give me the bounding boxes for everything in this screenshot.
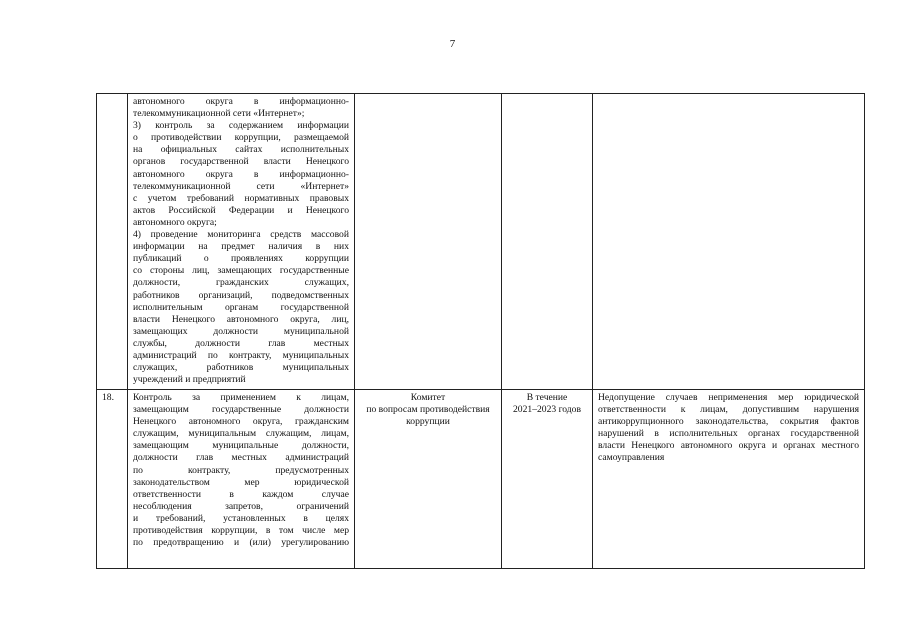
- text-line: на официальных сайтах исполнительных: [133, 144, 349, 156]
- table-row: [97, 390, 865, 569]
- result-line: Недопущение случаев неприменения мер юридической: [598, 392, 859, 403]
- text-line: 3) контроль за содержанием информации: [133, 120, 349, 132]
- text-line: учреждений и предприятий: [133, 374, 246, 386]
- term-line: 2021–2023 годов: [513, 404, 581, 416]
- term-cell: [502, 94, 593, 390]
- text-line: автономного округа в информационно-: [133, 96, 349, 107]
- text-line: должности глав местных администраций: [133, 452, 349, 464]
- text-line: законодательством мер юридической: [133, 476, 349, 488]
- text-line: телекоммуникационной сети «Интернет»: [133, 180, 349, 192]
- text-line: Ненецкого автономного округа, гражданским: [133, 416, 349, 428]
- result-line: антикоррупционного законодательства, сокрытия фактов: [598, 416, 859, 428]
- text-line: автономного округа;: [133, 216, 217, 228]
- text-line: автономного округа в информационно-: [133, 168, 349, 180]
- text-line: служащих, работников муниципальных: [133, 362, 349, 374]
- text-line: и требований, установленных в целях: [133, 512, 349, 524]
- text-line: телекоммуникационной сети «Интернет»;: [133, 108, 305, 120]
- text-line: по контракту, предусмотренных: [133, 464, 349, 476]
- text-line: со стороны лиц, замещающих государственные: [133, 265, 349, 277]
- executor-line: коррупции: [406, 416, 450, 428]
- text-line: работников организаций, подведомственных: [133, 289, 349, 301]
- text-line: Контроль за применением к лицам,: [133, 392, 349, 403]
- result-line: нарушений в исполнительных органах государственной: [598, 428, 859, 440]
- result-line: власти Ненецкого автономного округа и органах местного: [598, 440, 859, 452]
- text-line: администраций по контракту, муниципальных: [133, 349, 349, 361]
- term-line: В течение: [526, 392, 568, 403]
- text-line: противодействия коррупции, в том числе мер: [133, 525, 349, 537]
- executor-line: по вопросам противодействия: [366, 404, 490, 416]
- term-cell: [502, 390, 593, 569]
- page-number: 7: [449, 38, 456, 50]
- result-line: самоуправления: [598, 452, 665, 464]
- text-line: исполнительным органам государственной: [133, 301, 349, 313]
- text-line: актов Российской Федерации и Ненецкого: [133, 204, 349, 216]
- text-line: органов государственной власти Ненецкого: [133, 156, 349, 168]
- text-line: замещающим муниципальные должности,: [133, 440, 349, 452]
- result-cell: [593, 390, 865, 569]
- text-line: несоблюдения запретов, ограничений: [133, 500, 349, 512]
- text-line: публикаций о проявлениях коррупции: [133, 253, 349, 265]
- text-line: власти Ненецкого автономного округа, лиц,: [133, 313, 349, 325]
- text-line: с учетом требований нормативных правовых: [133, 192, 349, 204]
- measures-table: [96, 93, 865, 569]
- executor-line: Комитет: [410, 392, 446, 403]
- text-line: замещающих должности муниципальной: [133, 325, 349, 337]
- text-line: должности, гражданских служащих,: [133, 277, 349, 289]
- result-cell: [593, 94, 865, 390]
- text-line: по предотвращению и (или) урегулированию: [133, 537, 349, 549]
- text-line: 4) проведение мониторинга средств массовой: [133, 229, 349, 241]
- measure-description-cell: [128, 94, 355, 390]
- executor-cell: [355, 390, 502, 569]
- text-line: о противодействии коррупции, размещаемой: [133, 132, 349, 144]
- text-line: службы, должности глав местных: [133, 337, 349, 349]
- result-line: ответственности к лицам, допустившим нарушения: [598, 404, 859, 416]
- executor-cell: [355, 94, 502, 390]
- text-line: замещающим государственные должности: [133, 404, 349, 416]
- text-line: информации на предмет наличия в них: [133, 241, 349, 253]
- row-number-cell: 18.: [97, 390, 128, 569]
- text-line: ответственности в каждом случае: [133, 488, 349, 500]
- row-number-cell: [97, 94, 128, 390]
- text-line: служащим, муниципальным служащим, лицам,: [133, 428, 349, 440]
- measure-description-cell: [128, 390, 355, 569]
- table-row: [97, 94, 865, 390]
